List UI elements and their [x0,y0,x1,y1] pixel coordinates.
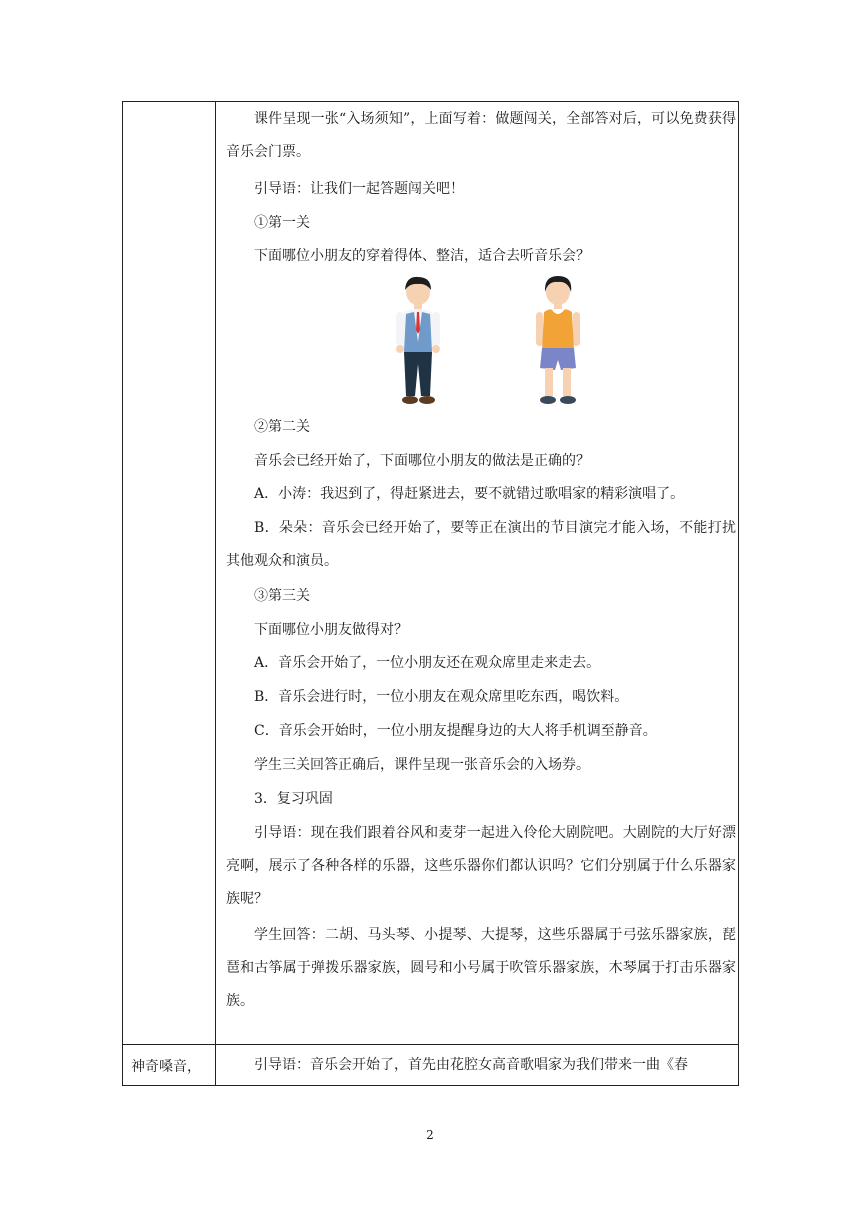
student-answer-paragraph: 学生回答：二胡、马头琴、小提琴、大提琴，这些乐器属于弓弦乐器家族，琵琶和古筝属于弹拨乐器家族，圆号和小号属于吹管乐器家族，木琴属于打击乐器家族。 [226,927,736,1009]
level-one-title: ①第一关 [254,215,310,231]
ticket-paragraph: 学生三关回答正确后，课件呈现一张音乐会的入场券。 [254,757,590,773]
level-three-option-b: B．音乐会进行时，一位小朋友在观众席里吃东西，喝饮料。 [254,689,629,705]
page-number: 2 [426,1128,434,1142]
level-two-option-b: B．朵朵：音乐会已经开始了，要等正在演出的节目演完才能入场，不能打扰其他观众和演员。 [226,520,736,569]
intro-paragraph: 课件呈现一张“入场须知”，上面写着：做题闯关，全部答对后，可以免费获得音乐会门票。 [226,111,736,160]
level-three-question: 下面哪位小朋友做得对？ [254,622,408,638]
level-one-question: 下面哪位小朋友的穿着得体、整洁，适合去听音乐会？ [254,248,590,264]
level-three-option-c: C．音乐会开始时，一位小朋友提醒身边的大人将手机调至静音。 [254,723,657,739]
casual-boy-figure [536,276,580,404]
next-row-text: 引导语：音乐会开始了，首先由花腔女高音歌唱家为我们带来一曲《春 [254,1057,688,1073]
level-three-title: ③第三关 [254,588,310,604]
level-two-title: ②第二关 [254,419,310,435]
formal-boy-figure [396,277,440,404]
table-right-border [738,101,739,1086]
level-two-option-a: A．小涛：我迟到了，得赶紧进去，要不就错过歌唱家的精彩演唱了。 [254,486,685,502]
children-illustration [390,272,590,408]
next-row-label: 神奇嗓音， [131,1059,201,1075]
level-two-question: 音乐会已经开始了，下面哪位小朋友的做法是正确的？ [254,453,590,469]
table-column-divider [215,101,216,1086]
review-heading: 3．复习巩固 [254,791,333,807]
level-three-option-a: A．音乐会开始了，一位小朋友还在观众席里走来走去。 [254,655,601,671]
table-left-border [122,101,123,1086]
guide-paragraph: 引导语：让我们一起答题闯关吧！ [254,181,464,197]
review-guide-paragraph: 引导语：现在我们跟着谷风和麦芽一起进入伶伦大剧院吧。大剧院的大厅好漂亮啊，展示了各种各样的乐器，这些乐器你们都认识吗？它们分别属于什么乐器家族呢？ [226,825,736,907]
